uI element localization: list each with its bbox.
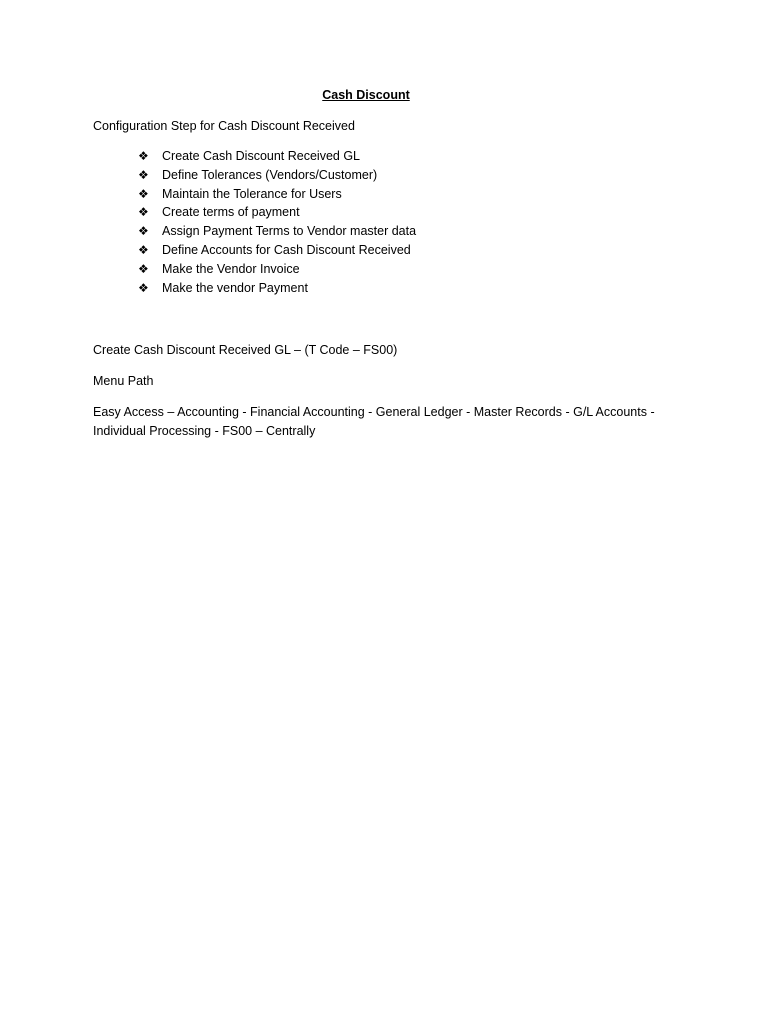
- document-title: Cash Discount: [322, 88, 410, 102]
- list-item-text: Create terms of payment: [162, 205, 300, 220]
- four-diamond-bullet-icon: ❖: [138, 280, 149, 295]
- list-item-text: Maintain the Tolerance for Users: [162, 186, 342, 201]
- list-item: [138, 241, 416, 260]
- four-diamond-bullet-icon: ❖: [138, 149, 149, 163]
- list-item: [138, 222, 416, 241]
- list-item-text: Make the Vendor Invoice: [162, 261, 300, 276]
- list-item: [138, 203, 416, 222]
- four-diamond-bullet-icon: ❖: [138, 186, 149, 201]
- list-item-text: Define Accounts for Cash Discount Received: [162, 242, 411, 257]
- list-item-text: Create Cash Discount Received GL: [162, 149, 361, 163]
- section-heading: Create Cash Discount Received GL – (T Code – FS00): [93, 343, 398, 357]
- list-item: [138, 279, 416, 298]
- four-diamond-bullet-icon: ❖: [138, 261, 149, 276]
- list-item: [138, 147, 416, 166]
- four-diamond-bullet-icon: ❖: [138, 242, 149, 257]
- intro-paragraph: Configuration Step for Cash Discount Received: [93, 119, 355, 133]
- list-item: [138, 185, 416, 204]
- menu-path-text: Easy Access – Accounting - Financial Accounting - General Ledger - Master Records - G/L Accounts - Individual Processing - FS00 – Centrally: [93, 405, 655, 438]
- list-item-text: Make the vendor Payment: [162, 280, 308, 295]
- list-item-text: Assign Payment Terms to Vendor master data: [162, 224, 417, 239]
- list-item: [138, 166, 416, 185]
- menu-path-label: Menu Path: [93, 374, 154, 388]
- steps-list: [138, 147, 416, 297]
- four-diamond-bullet-icon: ❖: [138, 224, 149, 239]
- four-diamond-bullet-icon: ❖: [138, 167, 149, 182]
- list-item-text: Define Tolerances (Vendors/Customer): [162, 167, 378, 182]
- list-item: [138, 260, 416, 279]
- four-diamond-bullet-icon: ❖: [138, 205, 149, 220]
